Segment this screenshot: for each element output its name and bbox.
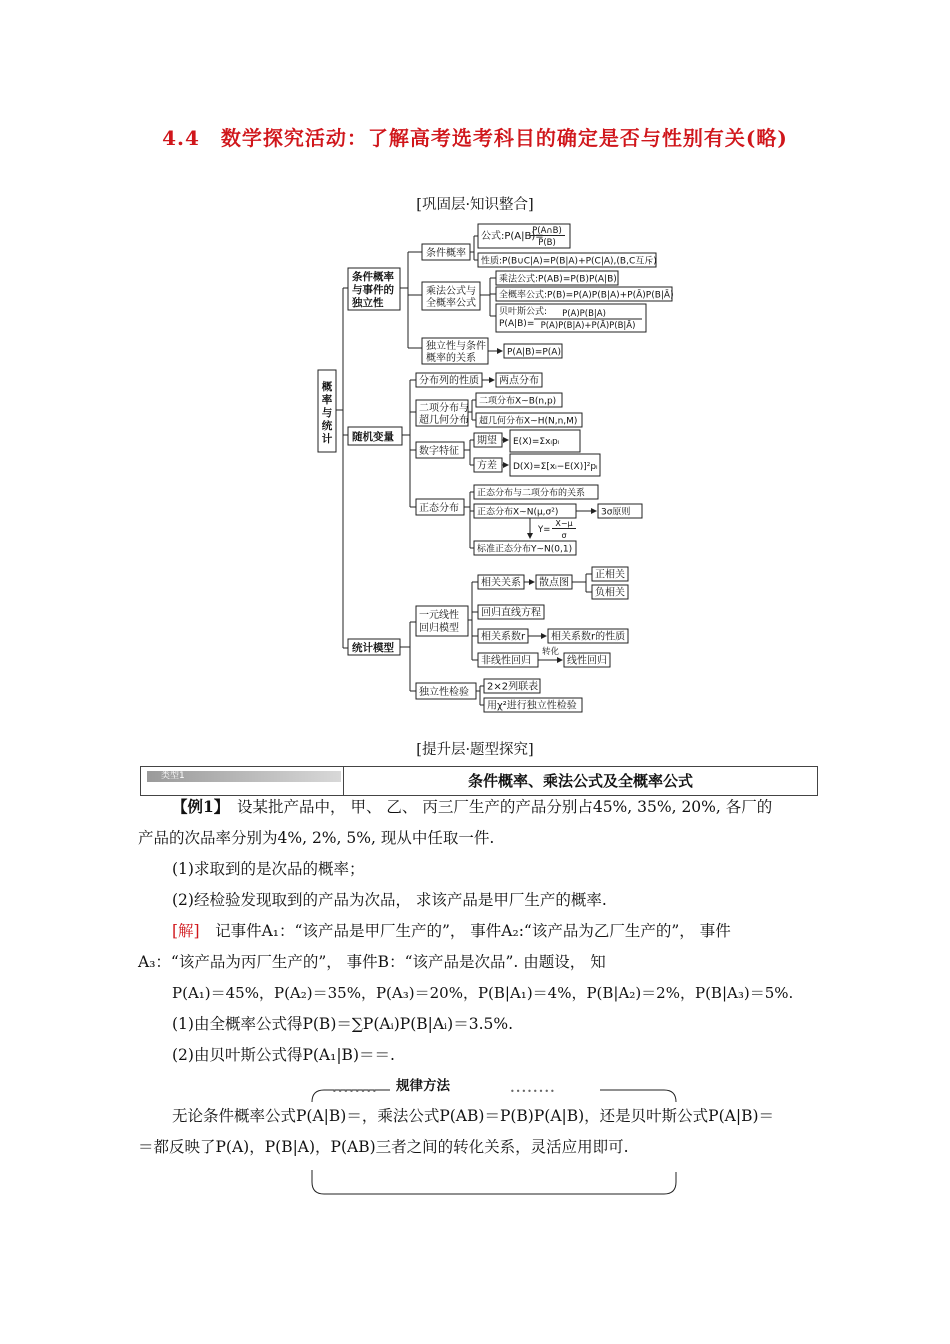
branch1-label: 条件概率 与事件的 独立性 — [352, 271, 394, 309]
indep-node: 独立性与条件 概率的关系 — [426, 341, 486, 364]
svg-text:σ: σ — [561, 531, 567, 540]
normal-dist: 正态分布X~N(μ,σ²) — [477, 507, 559, 518]
standardize-formula: Y= — [538, 525, 551, 535]
cond-prob-formula: 公式:P(A|B)= — [481, 231, 544, 242]
chi-test-node: 用χ²进行独立性检验 — [487, 700, 577, 712]
svg-text:P(A)P(B|A)+P(Ā)P(B|Ā): P(A)P(B|A)+P(Ā)P(B|Ā) — [540, 321, 636, 331]
variance-formula: D(X)=Σ[xᵢ−E(X)]²pᵢ — [513, 462, 598, 472]
svg-text:••••••••: •••••••• — [510, 1087, 556, 1096]
expectation-formula: E(X)=Σxᵢpᵢ — [513, 437, 560, 447]
method-line-2: ＝都反映了P(A)，P(B|A)，P(AB)三者之间的转化关系，灵活应用即可. — [138, 1138, 629, 1156]
solution-line-4: (1)由全概率公式得P(B)＝∑P(Aᵢ)P(B|Aᵢ)＝3.5%. — [172, 1015, 514, 1033]
reg-line-node: 回归直线方程 — [481, 607, 541, 619]
std-normal-dist: 标准正态分布Y~N(0,1) — [477, 544, 573, 555]
solution-line-5: (2)由贝叶斯公式得P(A₁|B)＝＝. — [172, 1046, 395, 1064]
normal-node: 正态分布 — [419, 503, 459, 514]
mult-formula: 乘法公式:P(AB)=P(B)P(A|B) — [499, 274, 617, 285]
cond-prob-node: 条件概率 — [426, 248, 466, 259]
solution-line-2: A₃：“该产品为丙厂生产的”， 事件B：“该产品是次品”. 由题设， 知 — [138, 953, 606, 971]
total-prob-formula: 全概率公式:P(B)=P(A)P(B|A)+P(Ā)P(B|Ā) — [499, 290, 674, 301]
branch3-label: 统计模型 — [352, 642, 394, 654]
bayes-label: 贝叶斯公式: — [499, 307, 548, 317]
svg-text:••••••••: •••••••• — [332, 1087, 378, 1096]
svg-text:X−μ: X−μ — [555, 519, 573, 528]
two-point-node: 两点分布 — [499, 375, 539, 387]
scatter-node: 散点图 — [539, 577, 569, 589]
indep-test-node: 独立性检验 — [419, 687, 469, 698]
example-text-2: 产品的次品率分别为4%, 2%, 5%, 现从中任取一件. — [138, 829, 495, 847]
concept-map — [310, 220, 690, 720]
question-2: (2)经检验发现取到的产品为次品， 求该产品是甲厂生产的概率. — [172, 891, 607, 909]
branch2-label: 随机变量 — [352, 431, 394, 443]
expectation-node: 期望 — [477, 435, 497, 447]
negative-corr-node: 负相关 — [595, 587, 625, 599]
question-1: (1)求取到的是次品的概率； — [172, 860, 365, 878]
solution-line-1: 记事件A₁：“该产品是甲厂生产的”， 事件A₂:“该产品为乙厂生产的”， 事件 — [199, 922, 731, 940]
cond-prob-property: 性质:P(B∪C|A)=P(B|A)+P(C|A),(B,C互斥) — [481, 256, 657, 267]
type-title: 条件概率、乘法公式及全概率公式 — [467, 772, 693, 790]
type-tag: 类型1 — [147, 771, 341, 782]
binom-hyper-node: 二项分布与 超几何分布 — [419, 403, 469, 426]
solution-line-3: P(A₁)＝45%，P(A₂)＝35%，P(A₃)＝20%，P(B|A₁)＝4%，P(B|A₂)＝2%，P(B|A₃)＝5%. — [172, 984, 794, 1002]
linear-node: 线性回归 — [567, 655, 607, 667]
dist-prop-node: 分布列的性质 — [419, 375, 479, 387]
example-text-1: 设某批产品中， 甲、 乙、 丙三厂生产的产品分别占45%, 35%, 20%, 各厂的 — [221, 798, 773, 816]
method-label: 规律方法 — [392, 1074, 454, 1094]
page-title: 4.4 数学探究活动：了解高考选考科目的确定是否与性别有关(略) — [162, 126, 788, 150]
section-heading-types: [提升层·题型探究] — [416, 742, 534, 758]
num-feat-node: 数字特征 — [419, 446, 459, 457]
mult-total-node: 乘法公式与 全概率公式 — [426, 286, 476, 309]
three-sigma-rule: 3σ原则 — [601, 507, 631, 518]
correlation-node: 相关关系 — [481, 577, 521, 589]
svg-text:P(A)P(B|A): P(A)P(B|A) — [562, 309, 606, 319]
section-heading-knowledge: [巩固层·知识整合] — [416, 197, 534, 213]
method-text — [138, 1101, 828, 1163]
transform-label: 转化 — [542, 647, 560, 657]
variance-node: 方差 — [477, 460, 497, 472]
linreg-node: 一元线性 回归模型 — [419, 610, 459, 634]
example-block — [138, 791, 828, 1071]
positive-corr-node: 正相关 — [595, 569, 625, 581]
contingency-table-node: 2×2列联表 — [487, 681, 539, 693]
example-label: 【例1】 — [172, 797, 222, 816]
hyper-dist: 超几何分布X~H(N,n,M) — [479, 416, 578, 427]
binom-dist: 二项分布X~B(n,p) — [479, 396, 557, 407]
svg-text:P(A∩B): P(A∩B) — [532, 226, 562, 236]
corr-coef-prop-node: 相关系数r的性质 — [551, 631, 626, 643]
solution-label: [解] — [172, 922, 200, 940]
nonlinear-node: 非线性回归 — [481, 655, 531, 667]
svg-text:P(A|B)=: P(A|B)= — [499, 319, 535, 329]
method-line-1: 无论条件概率公式P(A|B)＝，乘法公式P(AB)＝P(B)P(A|B)，还是贝叶斯公式P(A|B)＝ — [172, 1107, 775, 1125]
corr-coef-node: 相关系数r — [481, 631, 526, 643]
normal-binom-relation: 正态分布与二项分布的关系 — [477, 488, 586, 499]
indep-formula: P(A|B)=P(A) — [507, 347, 561, 358]
svg-text:P(B): P(B) — [538, 238, 556, 248]
root-label: 概率与统计 — [321, 381, 333, 445]
